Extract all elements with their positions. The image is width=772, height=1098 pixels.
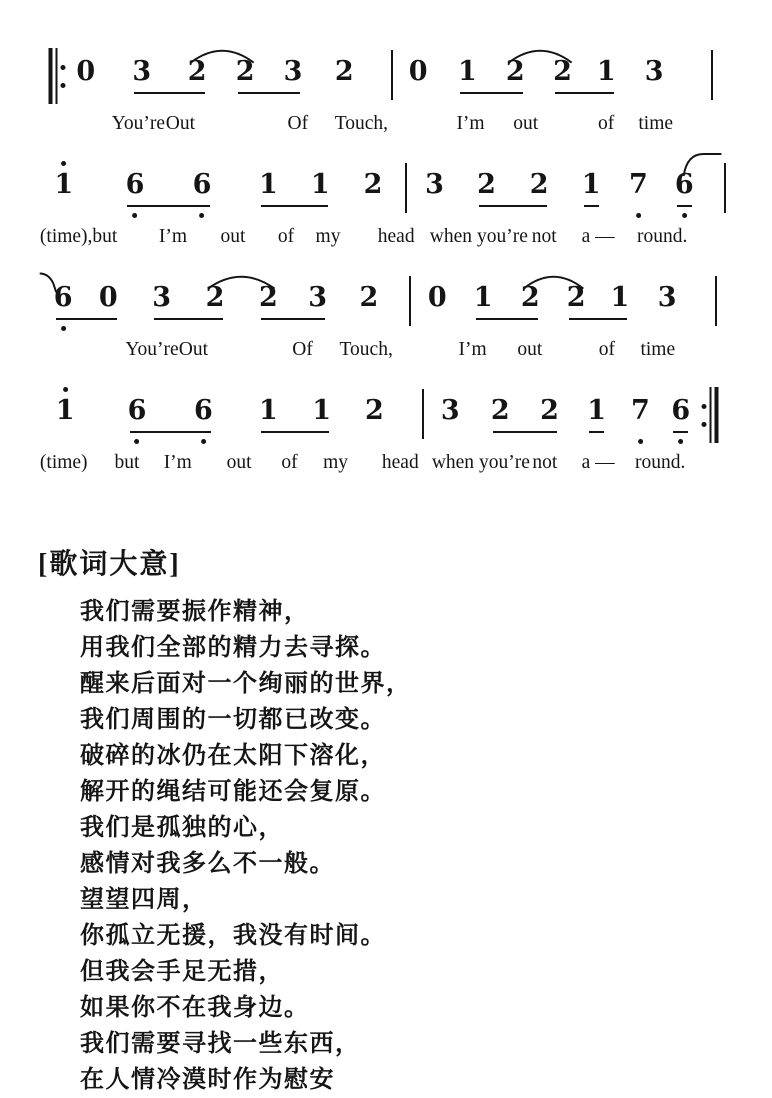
note-digit: 0 (408, 56, 428, 87)
repeat-end-sign (701, 387, 718, 443)
lyric-word: but (114, 452, 140, 473)
lyric-word: (time),but (39, 226, 118, 247)
lyric-word: Touch, (334, 113, 389, 134)
note-digit: 2 (364, 395, 384, 426)
note-digit: 2 (553, 56, 572, 87)
octave-dot-below (636, 213, 641, 218)
barline (391, 50, 393, 100)
lyric-word: Touch, (339, 339, 393, 360)
lyric-word: my (323, 452, 348, 473)
note-digit: 7 (629, 171, 648, 198)
lyric-word: of (598, 113, 615, 134)
translation-section (38, 548, 772, 1098)
translation-line: 解开的绳结可能还会复原。 (80, 778, 386, 805)
note-digit: 1 (312, 395, 332, 426)
translation-line: 我们是孤独的心， (80, 814, 284, 841)
tie-slur (188, 44, 256, 66)
lyric-word: (time) (39, 452, 88, 473)
note-digit: 1 (54, 171, 73, 198)
lyric-word: you’re (479, 452, 530, 473)
beam-underline (479, 205, 547, 207)
translation-line: 用我们全部的精力去寻探。 (80, 634, 386, 661)
music-system-3 (44, 278, 728, 391)
tie-slur (205, 270, 278, 292)
beam-underline (238, 92, 301, 94)
beam-underline (134, 92, 204, 94)
octave-dot-below (199, 213, 204, 218)
note-digit: 2 (235, 56, 255, 87)
music-system-1 (44, 52, 728, 165)
lyric-word: out (226, 452, 252, 473)
barline (409, 276, 411, 326)
barline (405, 163, 407, 213)
lyric-word: when (431, 452, 475, 473)
lyric-word: I’m (458, 339, 487, 360)
lyric-word: I’m (163, 452, 192, 473)
note-digit: 2 (334, 56, 354, 87)
lyric-word: of (281, 452, 298, 473)
translation-line: 我们需要振作精神， (80, 598, 310, 625)
note-digit: 2 (477, 169, 496, 200)
lyric-word: head (381, 452, 419, 473)
beam-underline (476, 318, 538, 320)
lyric-word: not (532, 452, 558, 473)
note-digit: 2 (359, 282, 379, 313)
note-digit: 3 (657, 282, 677, 313)
beam-underline (677, 205, 692, 207)
note-digit: 2 (540, 395, 559, 426)
beam-underline (261, 318, 325, 320)
beam-underline (261, 431, 329, 433)
note-digit: 1 (581, 169, 601, 200)
lyric-word: you’re (476, 226, 528, 247)
note-digit: 3 (132, 56, 152, 87)
note-digit: 1 (258, 395, 278, 426)
repeat-start-sign (48, 48, 65, 104)
lyric-word: round. (637, 226, 688, 247)
lyric-word: time (638, 113, 674, 134)
note-digit: 2 (529, 169, 549, 200)
note-digit: 7 (631, 397, 650, 424)
note-digit: 2 (566, 282, 586, 313)
lyric-word: of (277, 226, 295, 247)
note-digit: 0 (76, 56, 96, 87)
lyric-word: I’m (456, 113, 485, 134)
translation-line: 感情对我多么不一般。 (80, 850, 335, 877)
note-digit: 3 (644, 56, 664, 87)
note-digit: 1 (457, 56, 477, 87)
beam-underline (130, 431, 211, 433)
note-digit: 0 (98, 282, 118, 313)
lyric-word: my (315, 226, 341, 247)
barline (422, 389, 424, 439)
note-digit: 1 (610, 282, 630, 313)
octave-dot-above (63, 387, 68, 392)
lyric-word: out (220, 226, 246, 247)
beam-underline (56, 318, 117, 320)
tie-slur (506, 44, 574, 66)
translation-line: 醒来后面对一个绚丽的世界， (80, 670, 412, 697)
lyric-word: Out (178, 339, 208, 360)
translation-line: 望望四周， (80, 886, 208, 913)
note-digit: 3 (425, 169, 444, 200)
note-digit: 0 (427, 282, 447, 313)
octave-dot-below (678, 439, 683, 444)
translation-line: 你孤立无援，我没有时间。 (80, 922, 386, 949)
beam-underline (569, 318, 628, 320)
beam-underline (555, 92, 614, 94)
beam-underline (584, 205, 599, 207)
note-digit: 1 (258, 169, 278, 200)
note-digit: 6 (194, 397, 213, 424)
beam-underline (589, 431, 604, 433)
note-digit: 1 (587, 395, 607, 426)
note-digit: 6 (126, 171, 145, 198)
translation-line: 如果你不在我身边。 (80, 994, 310, 1021)
note-digit: 2 (505, 56, 525, 87)
note-digit: 6 (671, 397, 690, 424)
note-digit: 2 (187, 56, 207, 87)
translation-line: 在人情冷漠时作为慰安 (80, 1066, 335, 1093)
barline (724, 163, 726, 213)
note-digit: 3 (308, 282, 327, 313)
lyric-word: I’m (158, 226, 188, 247)
lyric-word: head (377, 226, 415, 247)
note-digit: 6 (675, 171, 694, 198)
octave-dot-below (132, 213, 137, 218)
translation-lines (80, 594, 772, 1098)
note-digit: 1 (473, 282, 493, 313)
music-system-4 (39, 391, 728, 504)
lyric-word: a — (581, 452, 615, 473)
lyric-word: when (429, 226, 473, 247)
octave-dot-below (135, 439, 140, 444)
tie-slur (39, 271, 62, 293)
lyric-word: time (640, 339, 676, 360)
note-digit: 2 (363, 169, 383, 200)
lyric-word: a — (581, 226, 615, 247)
lyric-word: Of (292, 339, 313, 360)
note-digit: 3 (283, 56, 303, 87)
lyric-word: out (517, 339, 543, 360)
translation-line: 我们周围的一切都已改变。 (80, 706, 386, 733)
beam-underline (127, 205, 209, 207)
lyric-word: not (531, 226, 557, 247)
octave-dot-below (61, 326, 66, 331)
note-digit: 6 (193, 171, 212, 198)
note-digit: 1 (56, 397, 75, 424)
lyric-word: of (598, 339, 615, 360)
beam-underline (493, 431, 557, 433)
note-digit: 2 (205, 282, 225, 313)
translation-line: 我们需要寻找一些东西， (80, 1030, 361, 1057)
octave-dot-below (638, 439, 643, 444)
note-digit: 3 (152, 282, 172, 313)
tie-slur (682, 152, 723, 178)
note-digit: 1 (596, 56, 616, 87)
translation-section-title: [歌词大意] (38, 549, 181, 580)
barline (711, 50, 713, 100)
lyric-word: out (513, 113, 539, 134)
note-digit: 2 (258, 282, 278, 313)
note-digit: 1 (310, 169, 330, 200)
note-digit: 6 (54, 284, 73, 311)
beam-underline (460, 92, 523, 94)
beam-underline (673, 431, 689, 433)
note-digit: 6 (128, 397, 147, 424)
beam-underline (261, 205, 328, 207)
lyric-word: round. (634, 452, 686, 473)
octave-dot-above (61, 161, 66, 166)
lyric-word: Out (165, 113, 195, 134)
note-digit: 2 (490, 395, 510, 426)
beam-underline (154, 318, 222, 320)
lyric-word: You’re (111, 113, 165, 134)
translation-line: 但我会手足无措， (80, 958, 284, 985)
music-system-2 (39, 165, 728, 278)
lyric-word: Of (287, 113, 309, 134)
barline (715, 276, 717, 326)
translation-line: 破碎的冰仍在太阳下溶化， (80, 742, 386, 769)
note-digit: 2 (520, 282, 540, 313)
lyric-word: You’re (125, 339, 179, 360)
octave-dot-below (201, 439, 206, 444)
tie-slur (521, 270, 586, 292)
score-area (0, 0, 772, 504)
note-digit: 3 (440, 395, 460, 426)
octave-dot-below (682, 213, 687, 218)
